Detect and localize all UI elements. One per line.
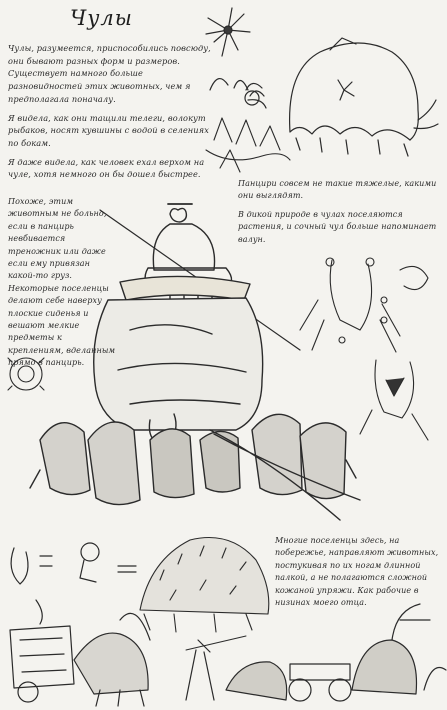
boulder-chul-sketch (290, 38, 438, 156)
caravan-sketch (186, 604, 446, 701)
intro-paragraph-3: Я даже видела, как человек ехал верхом на чуле, хотя немного он бы дошел быстрее. (8, 156, 205, 180)
intro-notes (8, 42, 213, 187)
rider-notes: Похоже, этим животным не больно, если в панцирь невбивается треножник или даже если ему привязан какой-то груз. Некоторые поселенцы делают себе наверху плоские сиденья и вешают мелкие предметы к креплениям, вделанным прямо в панцирь. (8, 197, 116, 368)
harness-hook-sketches (300, 258, 428, 440)
overgrown-chul-sketch (140, 538, 269, 633)
page-title: Чулы (70, 6, 133, 30)
claw-sketches (206, 118, 290, 172)
coast-notes: Многие поселенцы здесь, на побережье, направляют животных, постукивая по их ногам длинной палкой, а не полагаются сложной кожаной упряжи. Как рабочие в низинах моего отца. (275, 536, 439, 607)
shell-paragraph-2: В дикой природе в чулах поселяются растения, и сочный чул больше напоминает валун. (238, 209, 437, 244)
rope-hook-sketches (11, 543, 136, 624)
intro-paragraph-2: Я видела, как они тащили телеги, волокут рыбаков, носят кувшины с водой в селениях по бокам. (8, 112, 209, 148)
shell-paragraph-1: Панцири совсем не такие тяжелые, какими они выглядят. (238, 179, 437, 201)
spiky-plant-sketch (206, 8, 266, 108)
intro-paragraph-1: Чулы, разумеется, приспособились повсюду, они бывают разных форм и размеров. Существует намного больше разновидностей этих животных, чем я предполагала поначалу. (8, 43, 211, 104)
shell-notes (238, 178, 438, 252)
cart-pulling-chul-sketch (10, 613, 150, 706)
